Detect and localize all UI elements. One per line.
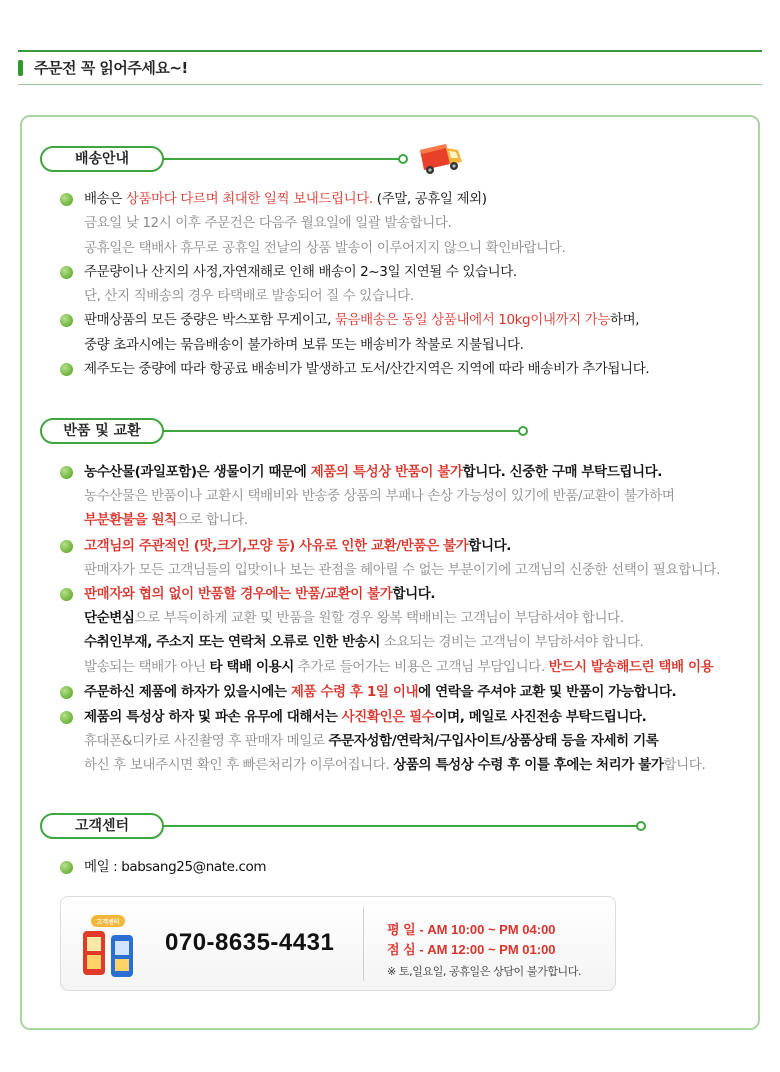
closed-notice: ※ 토,일요일, 공휴일은 상담이 불가합니다. xyxy=(387,965,582,978)
list-item-detail: 단, 산지 직배송의 경우 타택배로 발송되어 질 수 있습니다. xyxy=(84,288,414,304)
list-item-detail: 단순변심으로 부득이하게 교환 및 반품을 원할 경우 왕복 택배비는 고객님이 부담하셔야 합니다. xyxy=(84,610,624,626)
bullet-icon xyxy=(60,363,73,376)
page-header xyxy=(18,50,762,86)
bullet-icon xyxy=(60,314,73,327)
heading-label: 배송안내 xyxy=(40,146,164,172)
list-item: 배송은 상품마다 다르며 최대한 일찍 보내드립니다. (주말, 공휴일 제외) xyxy=(84,191,487,207)
list-item: 농수산물(과일포함)은 생물이기 때문에 제품의 특성상 반품이 불가합니다. 신중한 구매 부탁드립니다. xyxy=(84,464,662,480)
list-item-detail: 중량 초과시에는 묶음배송이 불가하며 보류 또는 배송비가 착불로 지불됩니다. xyxy=(84,337,524,353)
list-item: 주문하신 제품에 하자가 있을시에는 제품 수령 후 1일 이내에 연락을 주셔야 교환 및 반품이 가능합니다. xyxy=(84,684,677,700)
list-item: 제품의 특성상 하자 및 파손 유무에 대해서는 사진확인은 필수이며, 메일로 사진전송 부탁드립니다. xyxy=(84,709,647,725)
phone-info-box xyxy=(60,896,616,991)
header-top-line xyxy=(18,50,762,52)
lunch-hours: 점 심 - AM 12:00 ~ PM 01:00 xyxy=(387,942,556,957)
header-accent-bar xyxy=(18,60,23,76)
delivery-truck-icon xyxy=(416,140,464,176)
list-item: 제주도는 중량에 따라 항공료 배송비가 발생하고 도서/산간지역은 지역에 따라 배송비가 추가됩니다. xyxy=(84,361,650,377)
heading-dot xyxy=(636,821,646,831)
bullet-icon xyxy=(60,540,73,553)
section-heading-customer-center xyxy=(40,813,648,839)
phone-badge-text: 고객센터 xyxy=(96,919,120,926)
phone-icon xyxy=(77,911,141,981)
header-bottom-line xyxy=(18,84,762,85)
list-item-detail: 판매자가 모든 고객님들의 입맛이나 보는 관점을 헤아릴 수 없는 부분이기에 고객님의 신중한 선택이 필요합니다. xyxy=(84,562,720,578)
heading-label: 고객센터 xyxy=(40,813,164,839)
bullet-icon xyxy=(60,193,73,206)
email-address: 메일 : babsang25@nate.com xyxy=(84,859,267,875)
bullet-icon xyxy=(60,588,73,601)
list-item-detail: 농수산물은 반품이나 교환시 택배비와 반송중 상품의 부패나 손상 가능성이 있기에 반품/교환이 불가하며 xyxy=(84,488,675,504)
section-heading-returns xyxy=(40,418,530,444)
list-item-detail: 부분환불을 원칙으로 합니다. xyxy=(84,512,248,528)
heading-dot xyxy=(518,426,528,436)
list-item: 주문량이나 산지의 사정,자연재해로 인해 배송이 2~3일 지연될 수 있습니다. xyxy=(84,264,517,280)
section-heading-shipping xyxy=(40,146,410,172)
list-item: 판매자와 협의 없이 반품할 경우에는 반품/교환이 불가합니다. xyxy=(84,586,436,602)
heading-line xyxy=(160,158,404,160)
bullet-icon xyxy=(60,686,73,699)
page-title: 주문전 꼭 읽어주세요~! xyxy=(34,59,188,77)
list-item-detail: 하신 후 보내주시면 확인 후 빠른처리가 이루어집니다. 상품의 특성상 수령 후 이틀 후에는 처리가 불가합니다. xyxy=(84,757,706,773)
list-item: 판매상품의 모든 중량은 박스포함 무게이고, 묶음배송은 동일 상품내에서 10kg이내까지 가능하며, xyxy=(84,312,640,328)
divider xyxy=(363,907,364,981)
bullet-icon xyxy=(60,711,73,724)
heading-label: 반품 및 교환 xyxy=(40,418,164,444)
list-item: 고객님의 주관적인 (맛,크기,모양 등) 사유로 인한 교환/반품은 불가합니다. xyxy=(84,538,511,554)
list-item-detail: 수취인부재, 주소지 또는 연락처 오류로 인한 반송시 소요되는 경비는 고객님이 부담하셔야 합니다. xyxy=(84,634,644,650)
heading-line xyxy=(160,825,642,827)
list-item-detail: 발송되는 택배가 아닌 타 택배 이용시 추가로 들어가는 비용은 고객님 부담입니다. 반드시 발송해드린 택배 이용 xyxy=(84,659,714,675)
weekday-hours: 평 일 - AM 10:00 ~ PM 04:00 xyxy=(387,922,556,937)
bullet-icon xyxy=(60,266,73,279)
heading-line xyxy=(160,430,524,432)
bullet-icon xyxy=(60,466,73,479)
heading-dot xyxy=(398,154,408,164)
list-item-detail: 공휴일은 택배사 휴무로 공휴일 전날의 상품 발송이 이루어지지 않으니 확인바랍니다. xyxy=(84,240,566,256)
phone-number: 070-8635-4431 xyxy=(165,929,335,956)
list-item-detail: 휴대폰&디카로 사진촬영 후 판매자 메일로 주문자성함/연락처/구입사이트/상품상태 등을 자세히 기록 xyxy=(84,733,659,749)
bullet-icon xyxy=(60,861,73,874)
list-item-detail: 금요일 낮 12시 이후 주문건은 다음주 월요일에 일괄 발송합니다. xyxy=(84,215,452,231)
